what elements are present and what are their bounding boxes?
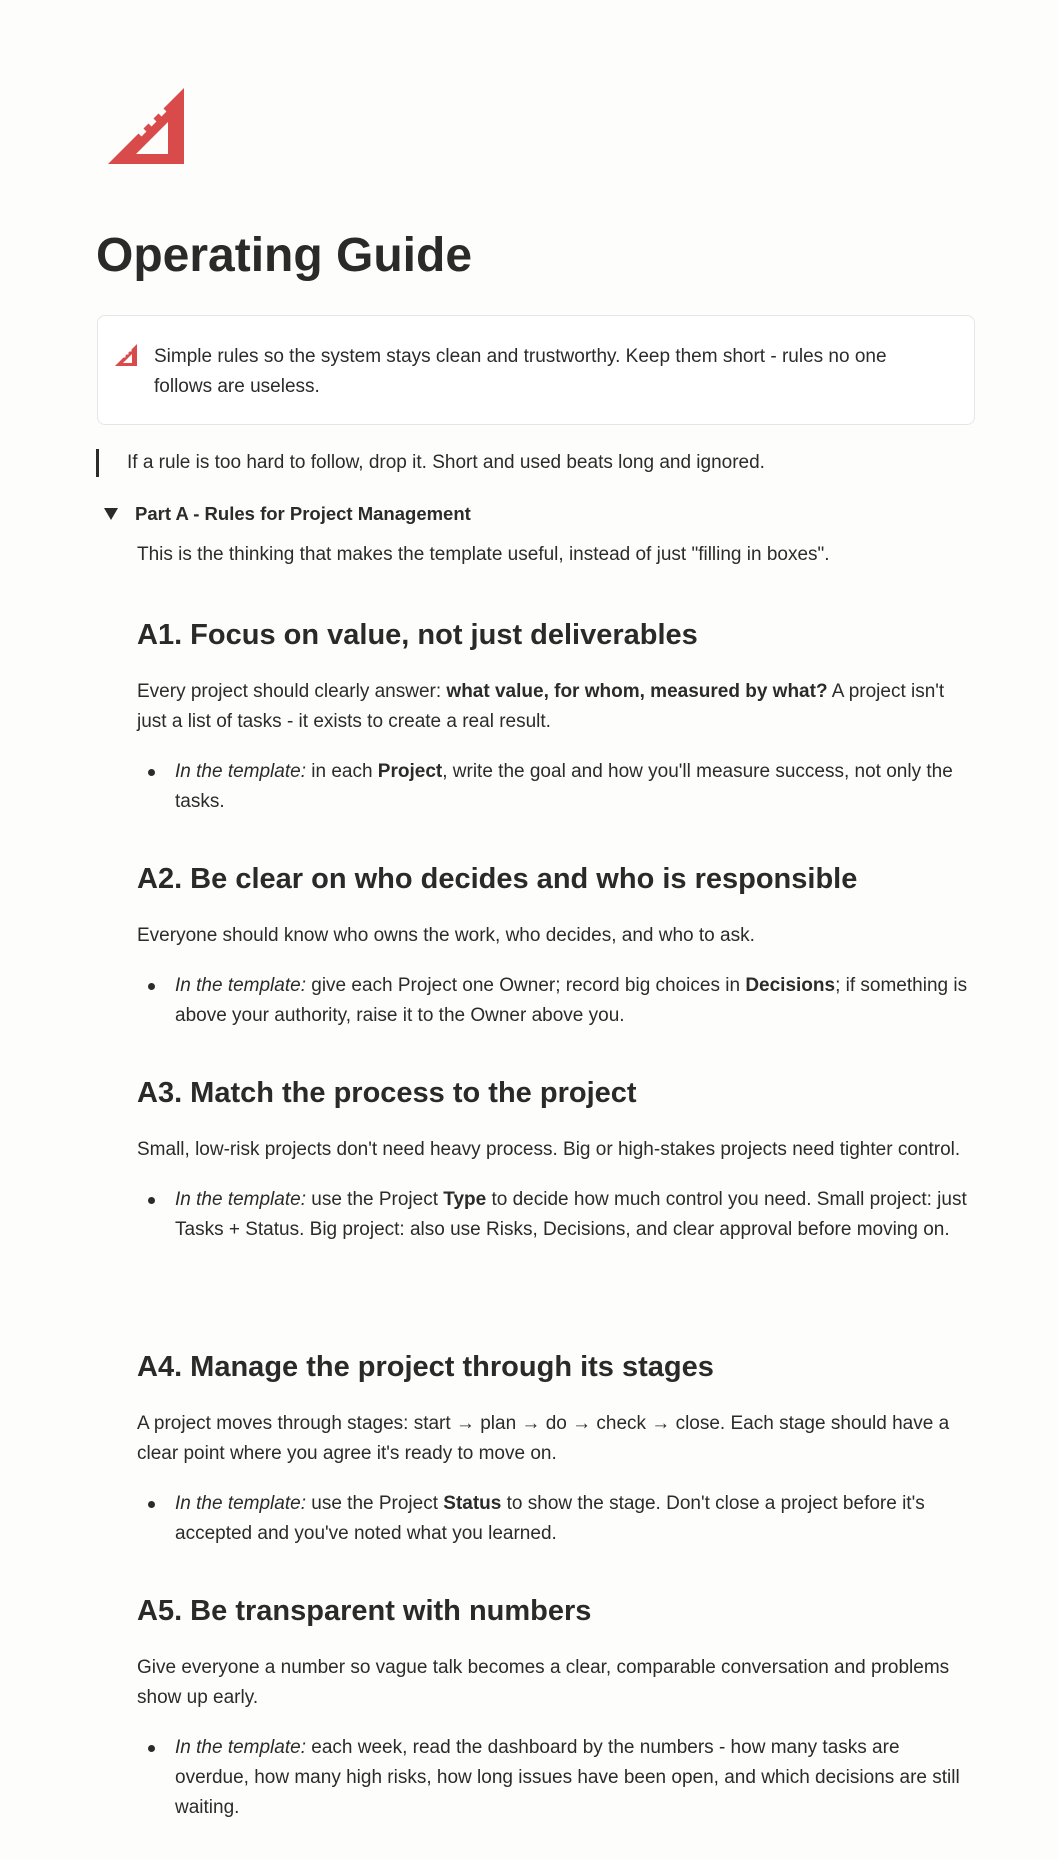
para-bold-text: what value, for whom, measured by what? (446, 681, 828, 702)
triangle-ruler-icon (115, 344, 137, 366)
bullet-text: to show the stage. Don't close a project before it's accepted and you've noted what you learned. (175, 1493, 925, 1544)
bullet-text: in each (305, 761, 378, 782)
callout (97, 315, 975, 425)
para-text: A project isn't just a list of tasks - it exists to create a real result. (137, 681, 945, 732)
quote-block (96, 448, 976, 478)
bullet-text: use the Project (305, 1189, 444, 1210)
section-heading: A3. Match the process to the project (137, 1077, 637, 1109)
bullet-bold-text: Status (443, 1493, 502, 1514)
callout-text: Simple rules so the system stays clean and trustworthy. Keep them short - rules no one follows are useless. (154, 346, 887, 397)
bullet-item (137, 971, 975, 1031)
bullet-dot-icon (148, 1501, 155, 1508)
bullet-text: use the Project (305, 1493, 444, 1514)
bullet-text: ; if something is above your authority, raise it to the Owner above you. (175, 975, 968, 1026)
section-heading: A4. Manage the project through its stages (137, 1351, 714, 1383)
quote-bar (96, 449, 99, 477)
bullet-bold-text: Type (443, 1189, 487, 1210)
section-a1 (137, 616, 977, 817)
section-a2 (137, 860, 977, 1031)
bullet-item (137, 1733, 975, 1823)
bullet-label: In the template: (175, 1737, 306, 1758)
section-paragraph: Everyone should know who owns the work, who decides, and who to ask. (137, 925, 755, 946)
bullet-text: , write the goal and how you'll measure success, not only the tasks. (175, 761, 953, 812)
toggle-label[interactable]: Part A - Rules for Project Management (135, 503, 471, 524)
section-heading: A2. Be clear on who decides and who is responsible (137, 863, 858, 895)
section-paragraph (137, 677, 967, 737)
bullet-dot-icon (148, 1197, 155, 1204)
bullet-dot-icon (148, 983, 155, 990)
bullet-label: In the template: (175, 761, 306, 782)
section-paragraph: A project moves through stages: start → plan → do → check → close. Each stage should have a clear point where you agree it's ready to move on. (137, 1413, 950, 1464)
section-heading: A5. Be transparent with numbers (137, 1595, 592, 1627)
toggle-intro-text: This is the thinking that makes the template useful, instead of just "filling in boxes". (137, 544, 830, 565)
triangle-down-icon[interactable] (104, 508, 118, 520)
triangle-ruler-icon (108, 88, 184, 164)
bullet-bold-text: Project (377, 761, 443, 782)
page-title: Operating Guide (96, 229, 473, 282)
quote-text: If a rule is too hard to follow, drop it. Short and used beats long and ignored. (127, 452, 765, 473)
section-a3 (137, 1074, 977, 1245)
bullet-dot-icon (148, 1745, 155, 1752)
bullet-text: each week, read the dashboard by the numbers - how many tasks are overdue, how many high risks, how long issues have been open, and which decisions are still waiting. (175, 1737, 960, 1818)
section-heading: A1. Focus on value, not just deliverables (137, 619, 698, 651)
bullet-label: In the template: (175, 1493, 306, 1514)
bullet-item (137, 1185, 975, 1245)
bullet-label: In the template: (175, 975, 306, 996)
bullet-item (137, 757, 975, 817)
section-paragraph: Give everyone a number so vague talk becomes a clear, comparable conversation and problems show up early. (137, 1657, 950, 1708)
bullet-label: In the template: (175, 1189, 306, 1210)
bullet-dot-icon (148, 769, 155, 776)
para-text: Every project should clearly answer: (137, 681, 447, 702)
bullet-item (137, 1489, 975, 1549)
section-a4 (137, 1348, 977, 1549)
section-paragraph: Small, low-risk projects don't need heavy process. Big or high-stakes projects need tighter control. (137, 1139, 961, 1160)
bullet-bold-text: Decisions (745, 975, 836, 996)
bullet-text: give each Project one Owner; record big choices in (305, 975, 746, 996)
bullet-text: to decide how much control you need. Small project: just Tasks + Status. Big project: also use Risks, Decisions, and clear approval before moving on. (175, 1189, 967, 1240)
section-a5 (137, 1592, 977, 1823)
